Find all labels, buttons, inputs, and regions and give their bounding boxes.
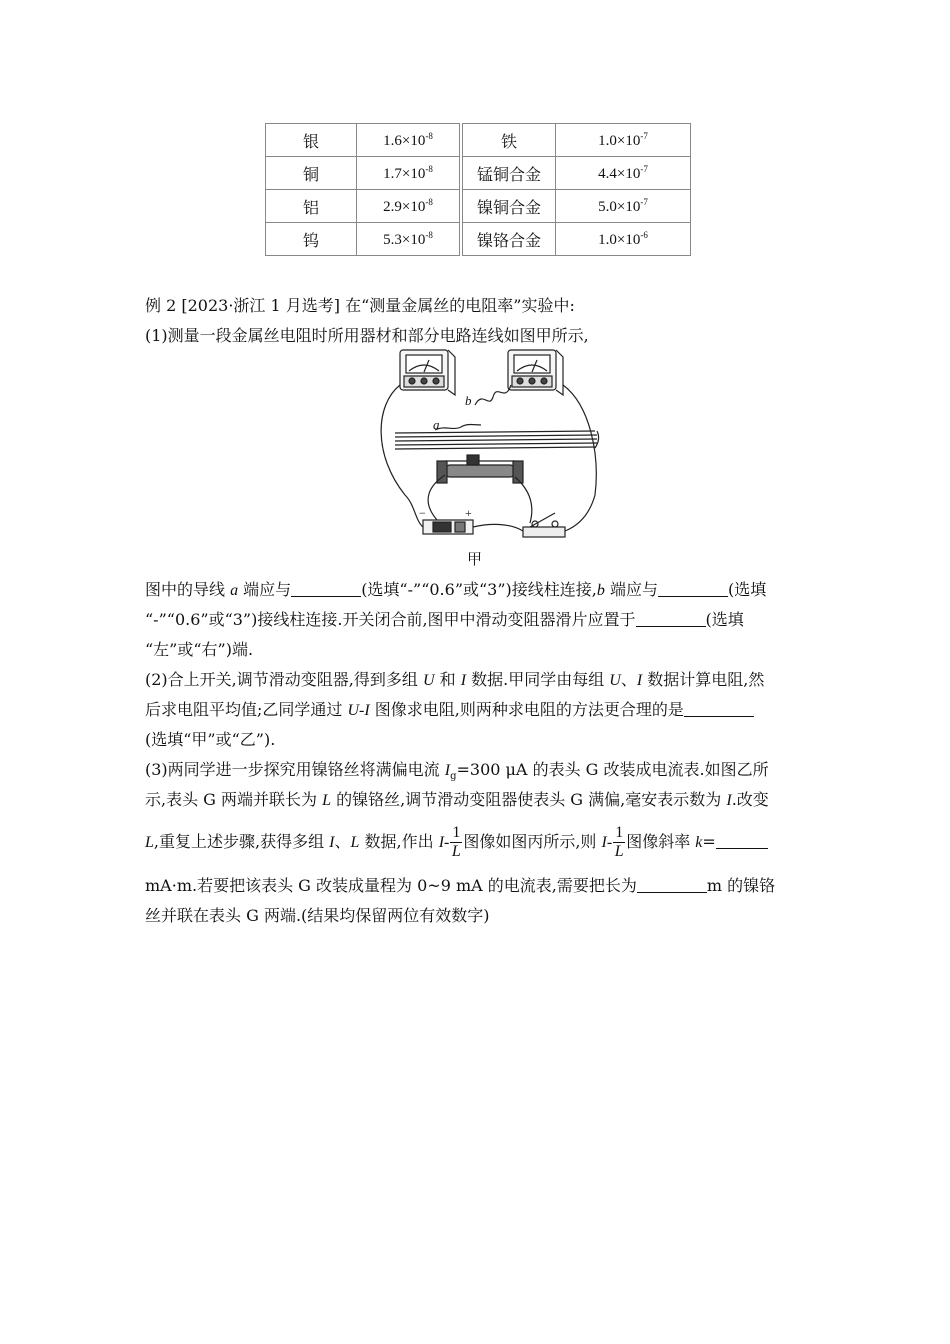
table-row — [266, 223, 691, 256]
q1-line3: “左”或“右”)端. — [145, 640, 254, 659]
resistivity-cell: $1.0\times 10^{-6}$ — [556, 223, 691, 256]
material-cell: 铝 — [266, 190, 357, 223]
material-cell: 镍铬合金 — [461, 223, 556, 256]
question-1-intro: (1)测量一段金属丝电阻时所用器材和部分电路连线如图甲所示, — [145, 326, 589, 345]
answer-blank-b[interactable] — [658, 578, 728, 597]
q3-line3: L,重复上述步骤,获得多组 I、L 数据,作出 I- $\frac{1}{L}$ 图像如图丙所示,则 I- $\frac{1}{L}$ 图像斜率 k= — [145, 822, 810, 863]
material-cell: 锰铜合金 — [461, 157, 556, 190]
left-meter-icon — [400, 350, 455, 395]
table-row — [266, 157, 691, 190]
rheostat-icon — [437, 455, 523, 483]
q3-line1: (3)两同学进一步探究用镍铬丝将满偏电流 $I_g=300$ μA 的表头 G 改装成电流表.如图乙所 — [145, 760, 769, 783]
fraction-1-over-L-2: $\frac{1}{L}$ — [614, 824, 624, 860]
table-row — [266, 124, 691, 157]
figure-minus-label: − — [419, 506, 426, 520]
lead-a — [435, 425, 481, 431]
material-cell: 铜 — [266, 157, 357, 190]
resistivity-cell: $1.6\times 10^{-8}$ — [357, 124, 462, 157]
answer-blank-a[interactable] — [291, 578, 361, 597]
material-cell: 铁 — [461, 124, 556, 157]
q1-line1: 图中的导线 a 端应与 (选填“-”“0.6”或“3”)接线柱连接,b 端应与 (选填 — [145, 580, 767, 599]
q3-line2: 示,表头 G 两端并联长为 L 的镍铬丝,调节滑动变阻器使表头 G 满偏,毫安表示数为 I.改变 — [145, 790, 769, 809]
metal-wire-icon — [395, 431, 599, 449]
circuit-figure — [375, 345, 605, 550]
answer-blank-length[interactable] — [637, 874, 707, 893]
q3-line4: mA·m.若要把该表头 G 改装成量程为 0~9 mA 的电流表,需要把长为 m 的镍铬 — [145, 876, 776, 895]
resistivity-cell: $1.7\times 10^{-8}$ — [357, 157, 462, 190]
q3-line5: 丝并联在表头 G 两端.(结果均保留两位有效数字) — [145, 906, 490, 925]
lead-b — [475, 385, 511, 405]
wire-right — [563, 385, 596, 531]
q1-line2: “-”“0.6”或“3”)接线柱连接.开关闭合前,图甲中滑动变阻器滑片应置于 (选填 — [145, 610, 744, 629]
wire-rheostat-switch — [515, 477, 532, 523]
answer-blank-slope[interactable] — [716, 830, 768, 849]
figure-label-b: b — [465, 393, 472, 408]
resistivity-cell: $2.9\times 10^{-8}$ — [357, 190, 462, 223]
switch-icon — [523, 513, 565, 537]
resistivity-cell: $5.0\times 10^{-7}$ — [556, 190, 691, 223]
figure-caption: 甲 — [467, 550, 483, 568]
resistivity-cell: $5.3\times 10^{-8}$ — [357, 223, 462, 256]
material-cell: 镍铜合金 — [461, 190, 556, 223]
q2-line1: (2)合上开关,调节滑动变阻器,得到多组 U 和 I 数据.甲同学由每组 U、I 数据计算电阻,然 — [145, 670, 765, 689]
material-cell: 银 — [266, 124, 357, 157]
q2-line2: 后求电阻平均值;乙同学通过 U-I 图像求电阻,则两种求电阻的方法更合理的是 — [145, 694, 810, 727]
example-heading: 例 2 [2023·浙江 1 月选考] 在“测量金属丝的电阻率”实验中: — [145, 296, 575, 315]
resistivity-cell: $4.4\times 10^{-7}$ — [556, 157, 691, 190]
figure-plus-label: + — [465, 506, 472, 520]
resistivity-table — [265, 123, 691, 256]
resistivity-cell: $1.0\times 10^{-7}$ — [556, 124, 691, 157]
battery-icon — [423, 520, 473, 534]
fraction-1-over-L: $\frac{1}{L}$ — [451, 824, 461, 860]
q2-line3: (选填“甲”或“乙”). — [145, 730, 276, 749]
right-meter-icon — [508, 350, 563, 395]
answer-blank-method[interactable] — [684, 698, 754, 717]
wire-battery-switch — [473, 524, 523, 531]
material-cell: 钨 — [266, 223, 357, 256]
answer-blank-slider[interactable] — [636, 608, 706, 627]
table-row — [266, 190, 691, 223]
wire-left — [381, 385, 423, 527]
figure-label-a: a — [433, 417, 440, 432]
